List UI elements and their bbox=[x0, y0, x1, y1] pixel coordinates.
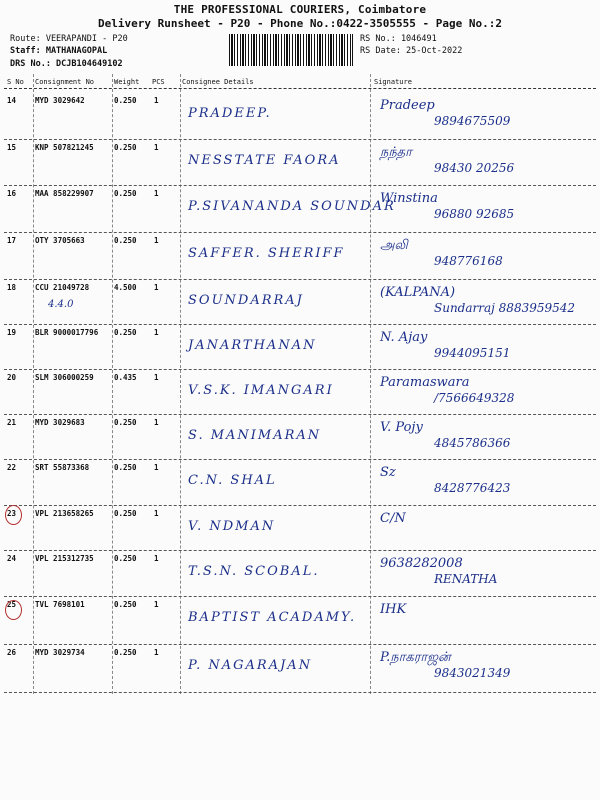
row-consignee-handwritten: PRADEEP. bbox=[188, 106, 272, 121]
row-weight: 4.500 bbox=[114, 283, 137, 292]
row-consignment: MYD 3029734 bbox=[35, 648, 85, 657]
row-sno: 17 bbox=[7, 236, 17, 245]
row-pcs: 1 bbox=[154, 554, 159, 563]
col-sno: S No bbox=[7, 78, 24, 86]
row-pcs: 1 bbox=[154, 283, 159, 292]
row-weight: 0.250 bbox=[114, 600, 137, 609]
col-consignment: Consignment No bbox=[35, 78, 95, 86]
table-row bbox=[4, 185, 596, 233]
mark-circle bbox=[5, 600, 22, 620]
row-pcs: 1 bbox=[154, 418, 159, 427]
table-row bbox=[4, 596, 596, 645]
row-pcs: 1 bbox=[154, 236, 159, 245]
row-weight: 0.250 bbox=[114, 509, 137, 518]
runsheet-subtitle: Delivery Runsheet - P20 - Phone No.:0422-3505555 - Page No.:2 bbox=[98, 17, 502, 30]
row-consignee-handwritten: NESSTATE FAORA bbox=[188, 153, 341, 168]
row-pcs: 1 bbox=[154, 96, 159, 105]
table-row bbox=[4, 324, 596, 370]
table-row bbox=[4, 459, 596, 506]
table-row bbox=[4, 92, 596, 140]
row-consignee-handwritten: SAFFER. SHERIFF bbox=[188, 246, 345, 261]
row-signature: Sz bbox=[380, 465, 396, 480]
row-consignment: MYD 3029642 bbox=[35, 96, 85, 105]
row-signature-phone: RENATHA bbox=[434, 572, 498, 586]
row-consignment: TVL 7698101 bbox=[35, 600, 85, 609]
table-row bbox=[4, 279, 596, 325]
row-sno: 20 bbox=[7, 373, 17, 382]
row-signature: P.நாகராஜன் bbox=[380, 650, 451, 665]
row-weight: 0.250 bbox=[114, 96, 137, 105]
row-sno: 21 bbox=[7, 418, 17, 427]
row-consignment: VPL 215312735 bbox=[35, 554, 94, 563]
row-signature: 9638282008 bbox=[380, 556, 463, 571]
row-signature-phone: 948776168 bbox=[434, 254, 503, 268]
row-weight: 0.250 bbox=[114, 463, 137, 472]
table-row bbox=[4, 644, 596, 693]
col-pcs: PCS bbox=[152, 78, 165, 86]
row-signature: (KALPANA) bbox=[380, 285, 456, 300]
row-sno: 18 bbox=[7, 283, 17, 292]
runsheet-table bbox=[4, 74, 596, 89]
row-signature-phone: 8428776423 bbox=[434, 481, 511, 495]
row-weight: 0.250 bbox=[114, 189, 137, 198]
mark-circle bbox=[5, 505, 22, 525]
table-row bbox=[4, 369, 596, 415]
row-signature: C/N bbox=[380, 511, 406, 526]
row-signature-phone: 96880 92685 bbox=[434, 207, 515, 221]
row-pcs: 1 bbox=[154, 143, 159, 152]
col-consignee: Consignee Details bbox=[182, 78, 254, 86]
row-consignee-handwritten: SOUNDARRAJ bbox=[188, 293, 304, 308]
table-row bbox=[4, 232, 596, 280]
row-pcs: 1 bbox=[154, 600, 159, 609]
row-pcs: 1 bbox=[154, 648, 159, 657]
row-pcs: 1 bbox=[154, 463, 159, 472]
row-pcs: 1 bbox=[154, 328, 159, 337]
row-consignment: VPL 213658265 bbox=[35, 509, 94, 518]
row-signature: Pradeep bbox=[380, 98, 435, 113]
row-consignee-handwritten: P. NAGARAJAN bbox=[188, 658, 313, 673]
row-signature-phone: 9894675509 bbox=[434, 114, 511, 128]
col-signature: Signature bbox=[374, 78, 412, 86]
rs-date: RS Date: 25-Oct-2022 bbox=[360, 46, 463, 56]
row-signature-phone: 98430 20256 bbox=[434, 161, 515, 175]
row-sno: 22 bbox=[7, 463, 17, 472]
row-pcs: 1 bbox=[154, 189, 159, 198]
row-consignee-handwritten: P.SIVANANDA SOUNDAR bbox=[188, 199, 396, 214]
row-sno: 26 bbox=[7, 648, 17, 657]
row-signature: Paramaswara bbox=[380, 375, 470, 390]
row-sno: 25 bbox=[7, 600, 17, 609]
row-signature-phone: 4845786366 bbox=[434, 436, 511, 450]
row-consignment: KNP 507821245 bbox=[35, 143, 94, 152]
table-header bbox=[4, 74, 596, 89]
row-consignment: MYD 3029683 bbox=[35, 418, 85, 427]
row-sno: 16 bbox=[7, 189, 17, 198]
row-weight: 0.250 bbox=[114, 328, 137, 337]
col-weight: Weight bbox=[114, 78, 140, 86]
drs-label: DRS No.: DCJB104649102 bbox=[10, 59, 123, 69]
row-consignment: BLR 9000017796 bbox=[35, 328, 99, 337]
row-weight-note: 4.4.0 bbox=[48, 299, 74, 310]
row-consignee-handwritten: T.S.N. SCOBAL. bbox=[188, 564, 320, 579]
row-signature: அலி bbox=[380, 238, 408, 253]
staff-label: Staff: MATHANAGOPAL bbox=[10, 46, 108, 56]
row-pcs: 1 bbox=[154, 509, 159, 518]
row-weight: 0.435 bbox=[114, 373, 137, 382]
row-weight: 0.250 bbox=[114, 236, 137, 245]
row-signature: Winstina bbox=[380, 191, 438, 206]
row-consignment: OTY 3705663 bbox=[35, 236, 85, 245]
row-consignee-handwritten: V. NDMAN bbox=[188, 519, 276, 534]
row-consignment: MAA 858229907 bbox=[35, 189, 94, 198]
row-sno: 14 bbox=[7, 96, 17, 105]
row-signature-phone: /7566649328 bbox=[434, 391, 515, 405]
company-title: THE PROFESSIONAL COURIERS, Coimbatore bbox=[173, 3, 427, 16]
table-row bbox=[4, 139, 596, 186]
row-consignment: CCU 21049728 bbox=[35, 283, 90, 292]
row-signature-phone: 9843021349 bbox=[434, 666, 511, 680]
row-consignee-handwritten: BAPTIST ACADAMY. bbox=[188, 610, 357, 625]
row-weight: 0.250 bbox=[114, 554, 137, 563]
row-signature: நந்தா bbox=[380, 145, 412, 160]
row-signature-phone: 9944095151 bbox=[434, 346, 511, 360]
row-weight: 0.250 bbox=[114, 648, 137, 657]
row-sno: 23 bbox=[7, 509, 17, 518]
row-consignee-handwritten: S. MANIMARAN bbox=[188, 428, 322, 443]
row-signature: N. Ajay bbox=[380, 330, 428, 345]
row-sno: 19 bbox=[7, 328, 17, 337]
row-signature: IHK bbox=[380, 602, 407, 617]
barcode bbox=[229, 34, 353, 66]
row-sno: 15 bbox=[7, 143, 17, 152]
route-label: Route: VEERAPANDI - P20 bbox=[10, 34, 128, 44]
row-weight: 0.250 bbox=[114, 418, 137, 427]
row-consignment: SLM 306000259 bbox=[35, 373, 94, 382]
table-row bbox=[4, 505, 596, 551]
row-consignee-handwritten: JANARTHANAN bbox=[188, 338, 317, 353]
rs-number: RS No.: 1046491 bbox=[360, 34, 437, 44]
row-sno: 24 bbox=[7, 554, 17, 563]
table-row bbox=[4, 550, 596, 597]
row-consignment: SRT 55873368 bbox=[35, 463, 90, 472]
row-consignee-handwritten: C.N. SHAL bbox=[188, 473, 277, 488]
row-consignee-handwritten: V.S.K. IMANGARI bbox=[188, 383, 334, 398]
row-weight: 0.250 bbox=[114, 143, 137, 152]
row-pcs: 1 bbox=[154, 373, 159, 382]
table-row bbox=[4, 414, 596, 460]
row-signature: V. Pojy bbox=[380, 420, 423, 435]
row-signature-phone: Sundarraj 8883959542 bbox=[434, 301, 576, 315]
